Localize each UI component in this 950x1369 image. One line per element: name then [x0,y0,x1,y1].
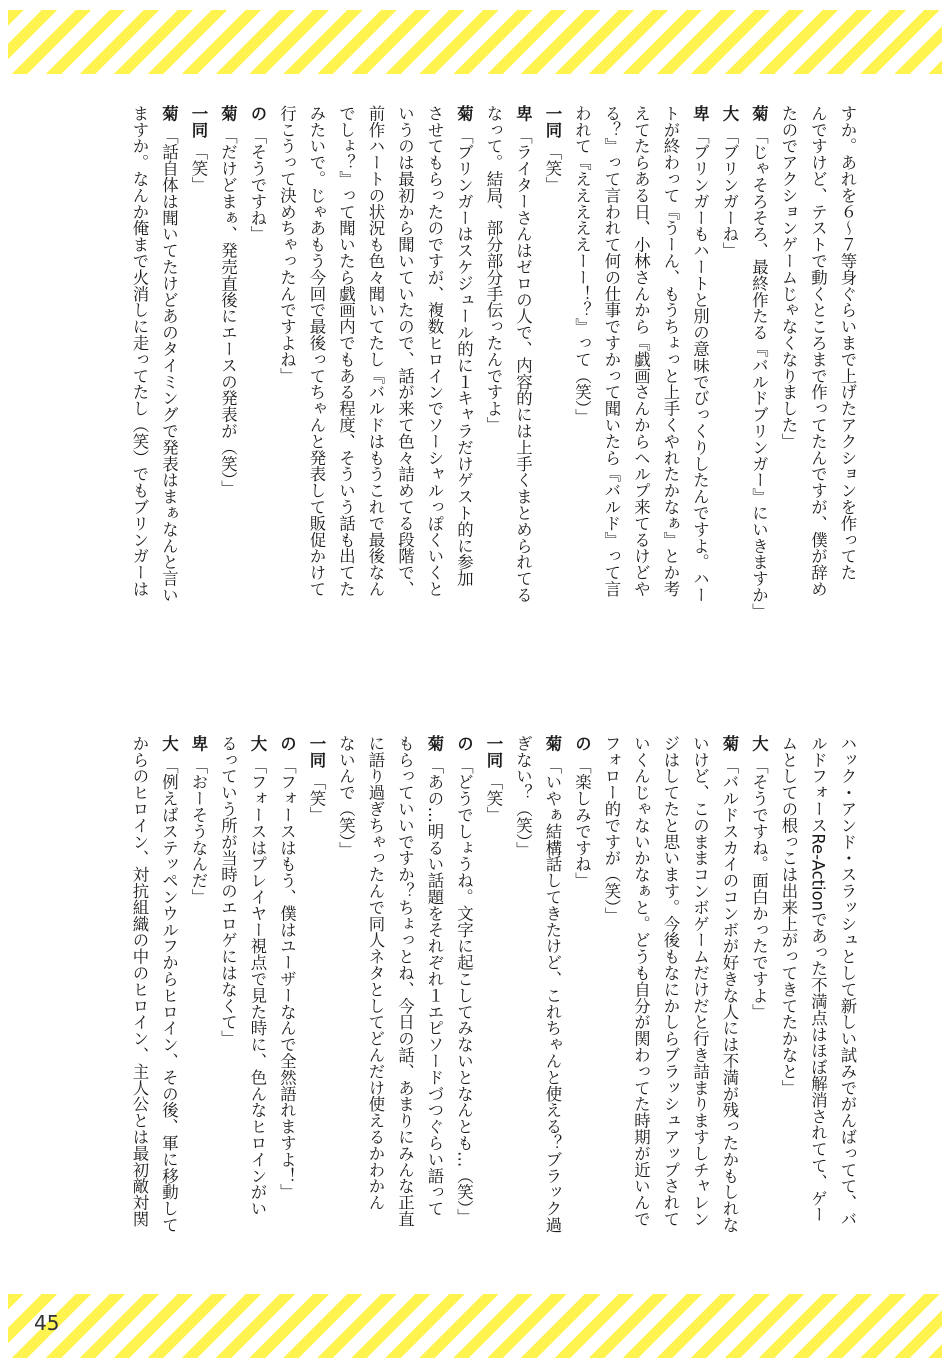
line-text: 「笑」 [484,773,503,824]
text-line [803,735,833,1270]
text-line [302,105,332,640]
text-line [744,105,774,640]
line-text: 「ブリンガーはスケジュール的に１キャラだけゲスト的に参加 [454,127,474,587]
speaker-label: 菊 [454,105,474,122]
speaker-label: 菊 [720,735,739,752]
text-line [833,735,863,1270]
line-text: すか。あれを６～７等身ぐらいまで上げたアクションを作ってた [838,105,857,581]
text-line [272,735,302,1270]
line-text: 「ライターさんはゼロの人で、内容的には上手くまとめられてる [513,127,533,604]
line-text: るっていう所が当時のエロゲにはなくて」 [218,735,238,1047]
text-line [390,735,420,1270]
line-text: えてたらある日、小林さんから『戯画さんからヘルプ来てるけどや [631,105,651,597]
line-text: 「楽しみですね」 [572,757,592,889]
speaker-label: 大 [720,105,739,122]
text-line [154,735,184,1270]
line-text: トが終わって『うーん、もうちょっと上手くやれたかなぁ』とか考 [661,105,680,597]
speaker-label: の [454,735,474,752]
text-line [213,105,243,640]
line-text: たのでアクションゲームじゃなくなりました」 [779,105,798,450]
text-line [597,105,627,640]
speaker-label: 一同 [543,105,562,138]
text-line [331,105,361,640]
text-line [656,735,686,1270]
line-text: なって。結局、部分部分手伝ったんですよ」 [484,105,503,433]
speaker-label: 大 [749,735,769,752]
text-line [243,735,273,1270]
text-line [833,105,863,640]
text-line [626,735,656,1270]
speaker-label: 菊 [159,105,179,122]
speaker-label: 一同 [189,105,208,138]
lower-text-column [98,735,862,1270]
text-line [302,735,332,1270]
speaker-label: 菊 [425,735,444,752]
text-line [420,735,450,1270]
line-text: 「話自体は聞いてたけどあのタイミングで発表はまぁなんと言い [159,127,179,604]
text-line [774,735,804,1270]
line-text: 「ブリンガーもハートと別の意味でびっくりしたんですよ。ハー [690,127,710,604]
bottom-stripe-band [8,1294,942,1358]
text-line [184,735,214,1270]
speaker-label: 卑 [513,105,533,122]
line-text: ジはしてたと思います。今後もなにかしらブラッシュアップされて [661,735,680,1227]
line-text: 「例えばステッペンウルフからヒロイン、その後、軍に移動して [159,757,179,1234]
line-text: ハック・アンド・スラッシュとして新しい試みでがんばってて、バ [838,735,857,1227]
speaker-label: 菊 [543,735,562,752]
line-text: 「じゃそろそろ、最終作たる『バルドブリンガー』にいきますか」 [749,127,769,620]
text-line [538,735,568,1270]
line-text: フォロー的ですが（笑）」 [602,735,621,924]
text-line [626,105,656,640]
text-line [538,105,568,640]
line-text: 「バルドスカイのコンボが好きな人には不満が残ったかもしれな [720,757,739,1234]
line-text: みたいで。じゃあもう今回で最後ってちゃんと発表して販促かけて [307,105,326,597]
text-line [213,735,243,1270]
page-number: 45 [34,1311,60,1335]
line-text: いくんじゃないかなぁと。どうも自分が関わってた時期が近いんで [631,735,651,1227]
line-text: 「そうですね」 [248,127,267,243]
speaker-label: 卑 [690,105,710,122]
line-text: 「だけどまぁ、発売直後にエースの発表が（笑）」 [218,127,238,497]
line-text: ムとしての根っこは出来上がってきてたかなと」 [779,735,798,1096]
text-line [567,105,597,640]
line-text: いうのは最初から聞いていたので、話が来て色々詰めてる段階で、 [395,105,415,597]
line-text: ぎない？（笑）」 [513,735,533,858]
line-text: 「笑」 [543,143,562,194]
text-line [361,735,391,1270]
text-line [331,735,361,1270]
line-text: われて『えええええーー！？』って（笑）」 [572,105,592,425]
speaker-label: 一同 [484,735,503,768]
line-text: 「どうでしょうね。文字に起こしてみないとなんとも…（笑）」 [454,757,474,1225]
text-line [125,105,155,640]
line-text: からのヒロイン、対抗組織の中のヒロイン、主人公とは最初敵対関 [130,735,149,1227]
text-line [184,105,214,640]
line-text: ないんで（笑）」 [336,735,356,858]
top-stripe-band [8,10,942,74]
line-text: でしょ？』って聞いたら戯画内でもある程度、そういう話も出てた [336,105,356,597]
line-text: 「フォースはもう、僕はユーザーなんで全然語れますよ！」 [277,757,297,1201]
text-line [685,735,715,1270]
speaker-label: 大 [159,735,179,752]
text-line [744,735,774,1270]
line-text: 「笑」 [189,143,208,194]
text-line [508,105,538,640]
speaker-label: の [277,735,297,752]
line-text: 「あの…明るい話題をそれぞれ１エピソードづつぐらい語って [425,757,444,1217]
upper-text-column [98,105,862,640]
text-line [125,735,155,1270]
text-line [243,105,273,640]
text-line [154,105,184,640]
line-text: る？』って言われて何の仕事ですかって聞いたら『バルド』って言 [602,105,621,597]
line-text: 「いやぁ結構話してきたけど、これちゃんと使える？ブラック過 [543,757,562,1234]
line-text: んですけど、テストで動くところまで作ってたんですが、僕が辞め [808,105,828,597]
text-line [508,735,538,1270]
speaker-label: 菊 [218,105,238,122]
line-text: ルドフォースRe-Actionであった不満点はほぼ解消されてて、ゲー [808,735,828,1223]
speaker-label: の [248,105,267,122]
line-text: に語り過ぎちゃったんで同人ネタとしてどんだけ使えるかわかん [366,735,385,1211]
line-text: させてもらったのですが、複数ヒロインでソーシャルっぽくいくと [425,105,444,597]
text-line [656,105,686,640]
line-text: 「ブリンガーね」 [720,127,739,259]
speaker-label: 菊 [749,105,769,122]
text-line [803,105,833,640]
line-text: 「おーそうなんだ」 [189,757,208,906]
line-text: 「そうですね。面白かったですよ」 [749,757,769,1020]
speaker-label: の [572,735,592,752]
text-line [390,105,420,640]
text-line [774,105,804,640]
text-line [597,735,627,1270]
text-line [567,735,597,1270]
line-text: 前作ハートの状況も色々聞いてたし『バルドはもうこれで最後なん [366,105,385,597]
line-text: 「フォースはプレイヤー視点で見た時に、色んなヒロインがい [248,757,267,1217]
text-line [272,105,302,640]
text-line [361,105,391,640]
text-line [685,105,715,640]
line-text: もらっていいですか？ちょっとね、今日の話、あまりにみんな正直 [395,735,415,1227]
text-line [449,735,479,1270]
text-line [420,105,450,640]
text-line [715,105,745,640]
text-line [479,105,509,640]
line-text: 「笑」 [307,773,326,824]
text-line [449,105,479,640]
line-text: いけど、このままコンボゲームだけだと行き詰まりますしチャレン [690,735,710,1227]
speaker-label: 卑 [189,735,208,752]
text-line [479,735,509,1270]
line-text: 行こうって決めちゃったんですよね」 [277,105,297,384]
speaker-label: 大 [248,735,267,752]
line-text: ますか。なんか俺まで火消しに走ってたし（笑）でもブリンガーは [130,105,149,597]
speaker-label: 一同 [307,735,326,768]
text-line [715,735,745,1270]
